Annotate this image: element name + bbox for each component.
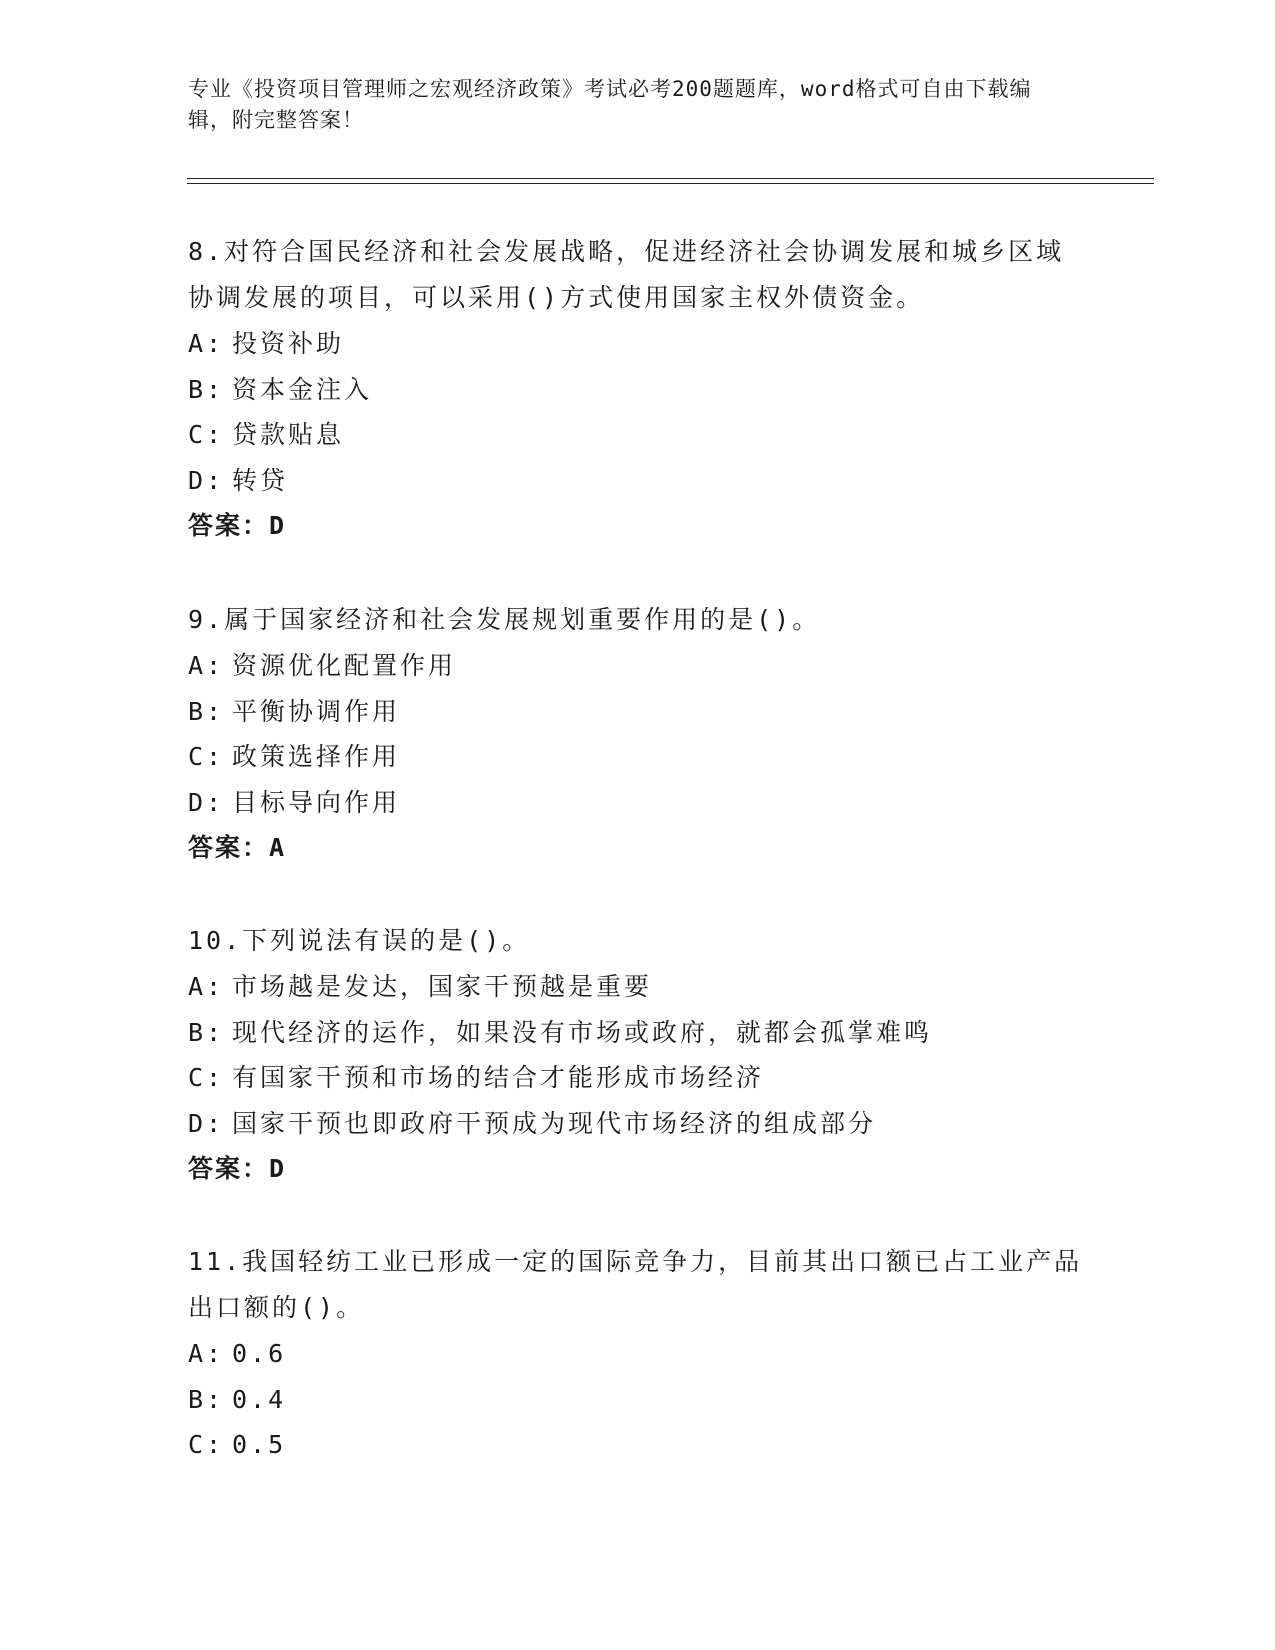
option-d (188, 1101, 1088, 1147)
answer: 答案：D (188, 1154, 287, 1183)
header-divider-top (187, 178, 1154, 179)
question-11 (188, 1239, 1088, 1468)
option-text: 0.4 (232, 1384, 287, 1414)
option-key: A: (188, 972, 225, 1001)
option-text: 投资补助 (232, 329, 345, 358)
option-b (188, 367, 1088, 413)
question-stem: 9.属于国家经济和社会发展规划重要作用的是()。 (188, 605, 821, 634)
option-key: A: (188, 329, 225, 358)
option-text: 转贷 (232, 465, 289, 495)
option-d (188, 458, 1088, 504)
option-c (188, 412, 1088, 458)
option-key: B: (188, 1384, 225, 1414)
option-a (188, 321, 1088, 367)
option-a (188, 964, 1088, 1010)
option-a (188, 643, 1088, 689)
option-text: 市场越是发达，国家干预越是重要 (232, 972, 653, 1001)
option-text: 政策选择作用 (232, 742, 401, 771)
question-stem: 10.下列说法有误的是()。 (188, 926, 531, 955)
option-d (188, 780, 1088, 826)
option-text: 0.5 (232, 1430, 287, 1459)
option-c (188, 1422, 1088, 1468)
option-key: C: (188, 1430, 225, 1459)
option-text: 0.6 (232, 1339, 287, 1368)
option-key: C: (188, 420, 225, 449)
option-key: C: (188, 742, 225, 771)
header-divider-bottom (187, 183, 1154, 184)
option-key: D: (188, 787, 225, 817)
option-b (188, 1010, 1088, 1056)
option-b (188, 1377, 1088, 1423)
option-text: 现代经济的运作，如果没有市场或政府，就都会孤掌难鸣 (232, 1017, 933, 1047)
option-key: C: (188, 1063, 225, 1092)
option-key: A: (188, 1339, 225, 1368)
option-text: 资源优化配置作用 (232, 651, 457, 680)
option-b (188, 689, 1088, 735)
option-text: 有国家干预和市场的结合才能形成市场经济 (232, 1063, 765, 1092)
option-key: A: (188, 651, 225, 680)
option-text: 平衡协调作用 (232, 696, 401, 726)
question-10 (188, 918, 1088, 1192)
answer: 答案：A (188, 833, 287, 862)
option-text: 国家干预也即政府干预成为现代市场经济的组成部分 (232, 1108, 877, 1138)
option-key: D: (188, 465, 225, 495)
option-key: B: (188, 696, 225, 726)
option-key: B: (188, 1017, 225, 1047)
question-stem: 8.对符合国民经济和社会发展战略，促进经济社会协调发展和城乡区域协调发展的项目，可以采用()方式使用国家主权外债资金。 (188, 237, 1065, 312)
option-a (188, 1331, 1088, 1377)
question-stem: 11.我国轻纺工业已形成一定的国际竞争力，目前其出口额已占工业产品出口额的()。 (188, 1247, 1083, 1322)
question-9 (188, 597, 1088, 871)
document-header: 专业《投资项目管理师之宏观经济政策》考试必考200题题库，word格式可自由下载编辑，附完整答案！ (188, 77, 1032, 132)
option-c (188, 734, 1088, 780)
question-8 (188, 229, 1088, 549)
option-text: 贷款贴息 (232, 420, 345, 449)
option-text: 目标导向作用 (232, 787, 401, 817)
answer: 答案：D (188, 511, 287, 540)
option-c (188, 1055, 1088, 1101)
option-key: B: (188, 374, 225, 404)
option-key: D: (188, 1108, 225, 1138)
option-text: 资本金注入 (232, 374, 373, 404)
